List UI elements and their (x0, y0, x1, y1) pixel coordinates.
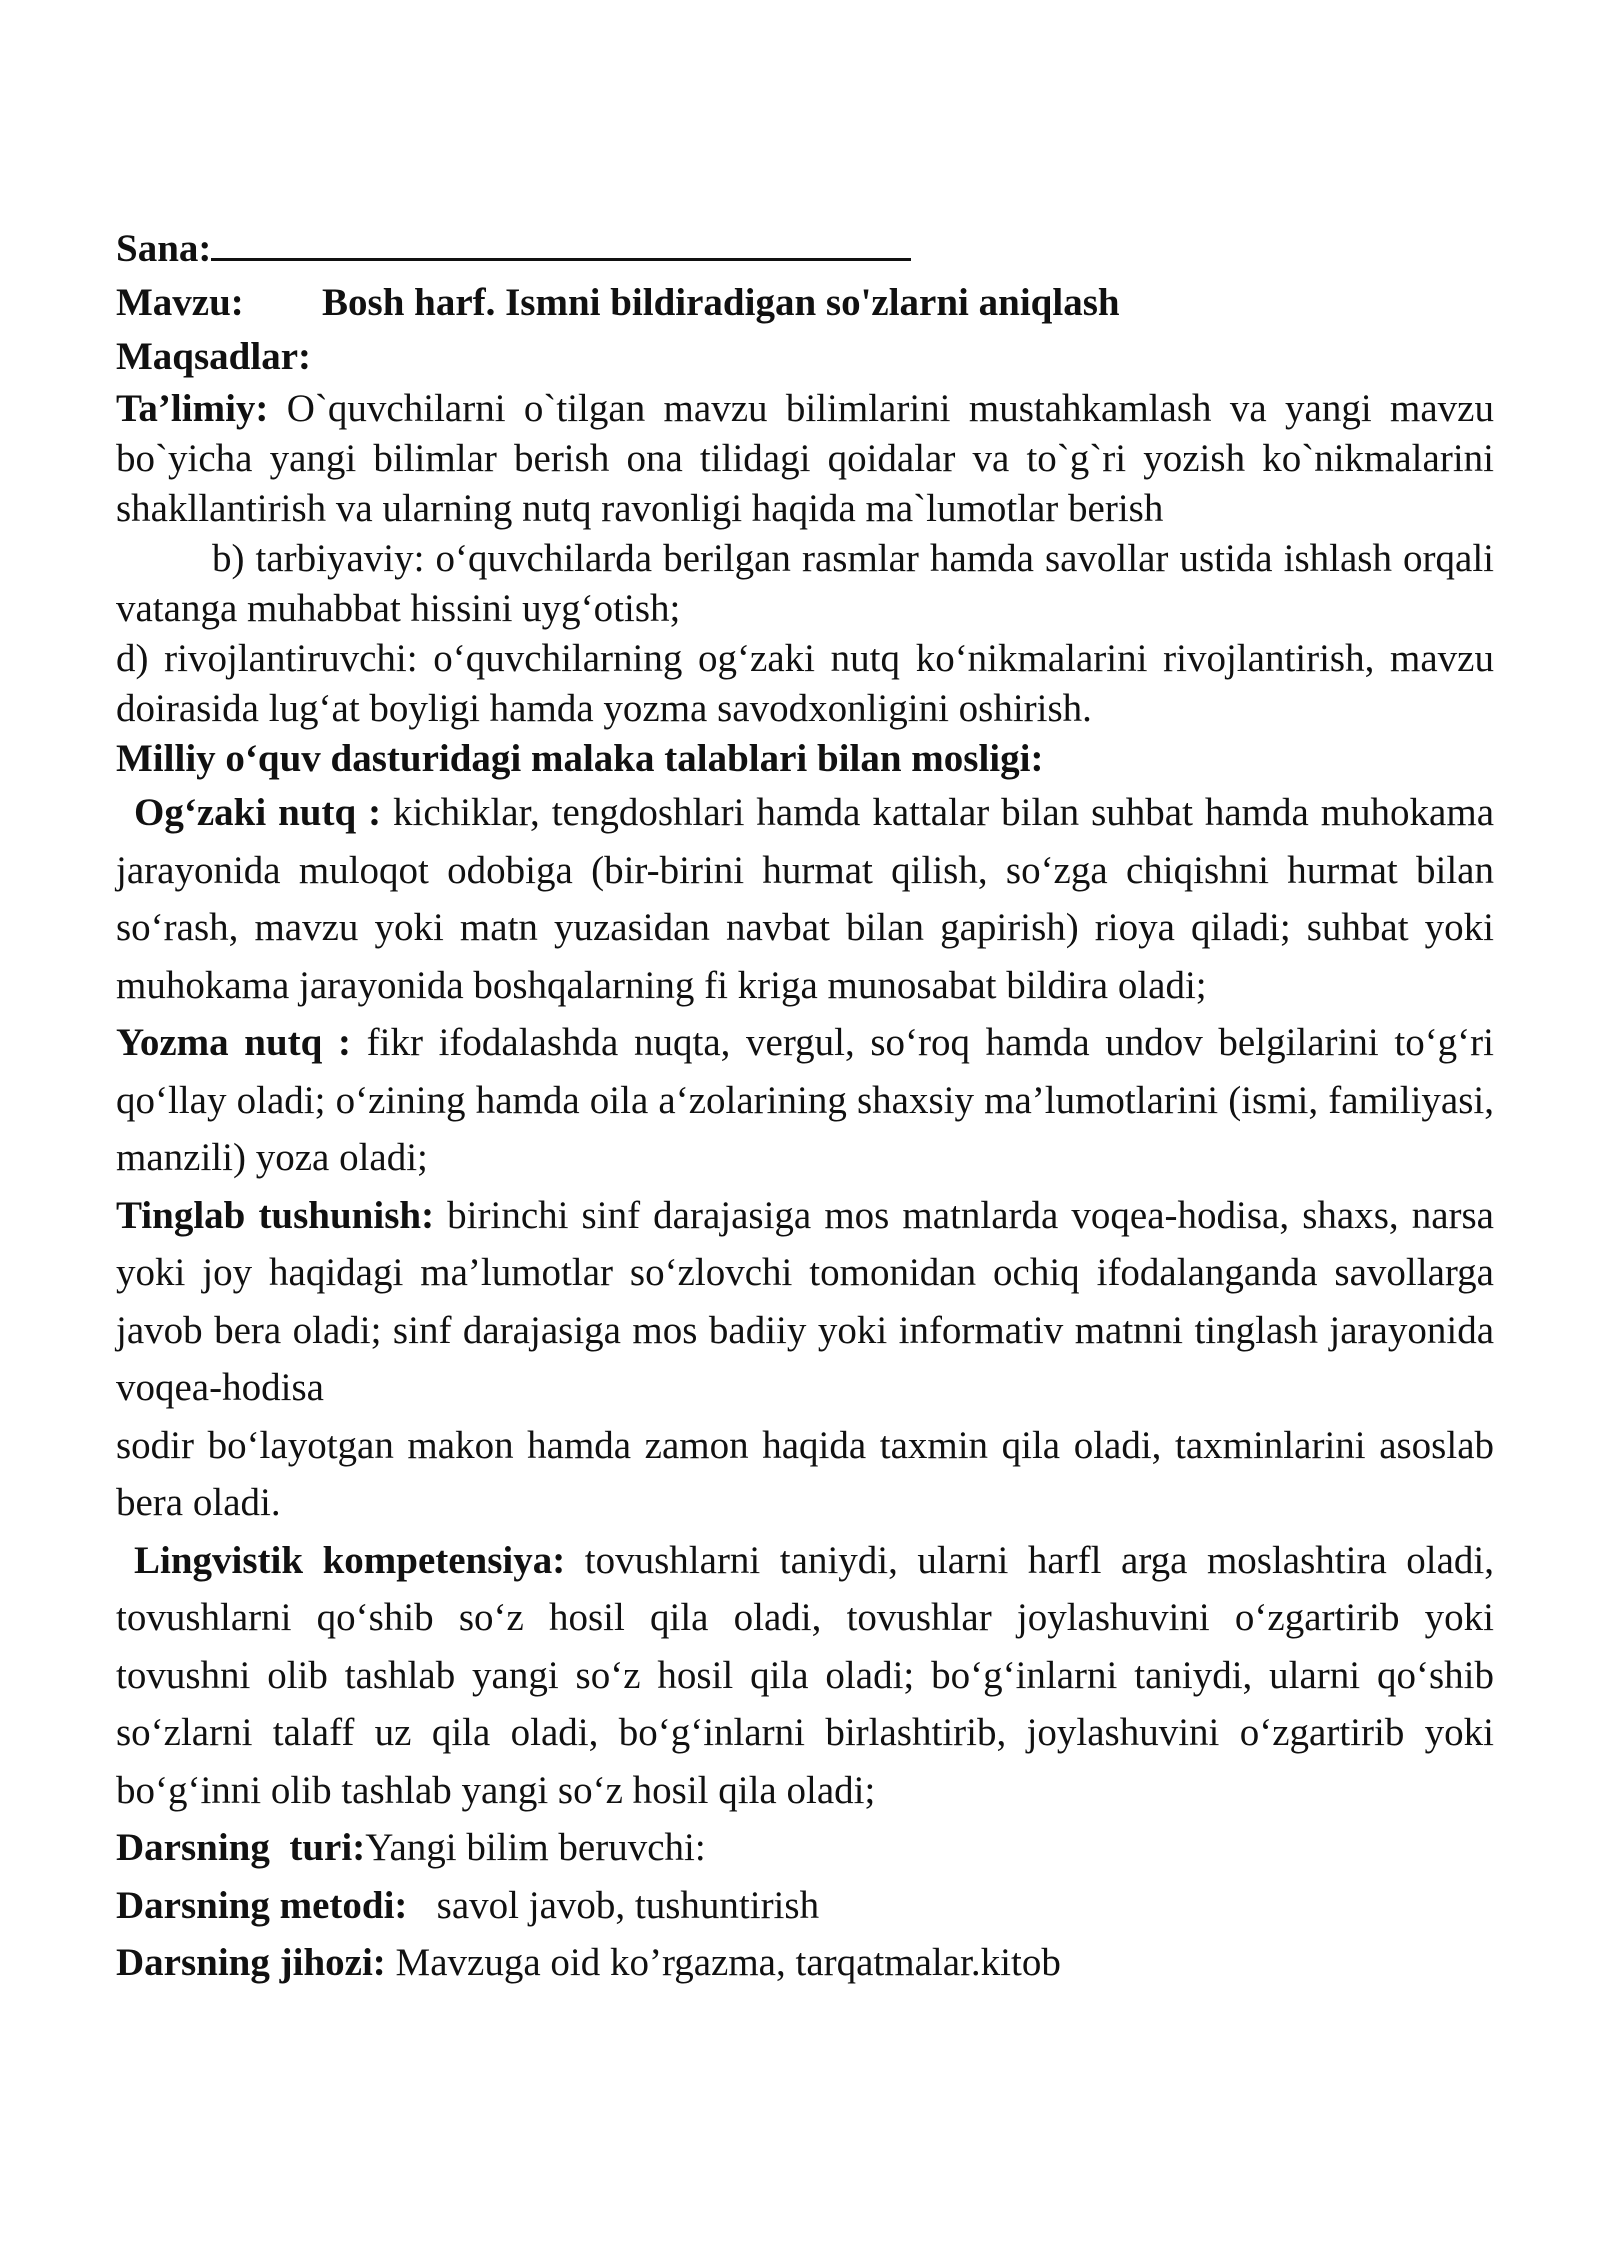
darsning-turi-label: Darsning turi: (116, 1826, 366, 1869)
tinglab-text-2: sodir bo‘layotgan makon hamda zamon haqida taxmin qila oladi, taxminlarini asoslab bera oladi. (116, 1423, 1494, 1524)
milliy-heading (116, 734, 1494, 784)
tarbiyaviy-text: b) tarbiyaviy: o‘quvchilarda berilgan rasmlar hamda savollar ustida ishlash orqali vatanga muhabbat hissini uyg‘otish; (116, 537, 1494, 630)
tinglab-label: Tinglab tushunish: (116, 1193, 435, 1237)
darsning-metodi-label: Darsning metodi: (116, 1883, 408, 1927)
sana-label: Sana: (116, 227, 212, 270)
lesson-plan-page (116, 222, 1494, 1992)
ogzaki-text: kichiklar, tengdoshlari hamda kattalar bilan suhbat hamda muhokama jarayonida muloqot odobiga (bir-birini hurmat qilish, so‘zga chiqishni hurmat bilan so‘rash, mavzu yoki matn yuzasidan navbat bilan gapirish) rioya qiladi; suhbat yoki muhokama jarayonida boshqalarning fi kriga munosabat bildira oladi; (116, 791, 1494, 1007)
darsning-jihozi-label: Darsning jihozi: (116, 1941, 386, 1984)
talimiy-text: O`quvchilarni o`tilgan mavzu bilimlarini mustahkamlash va yangi mavzu bo`yicha yangi bilimlar berish ona tilidagi qoidalar va to`g`ri yozish ko`nikmalarini shakllantirish va ularning nutq ravonligi haqida ma`lumotlar berish (116, 387, 1494, 530)
tinglab-paragraph-continued (116, 1417, 1494, 1532)
sana-line (116, 222, 1494, 276)
tinglab-paragraph (116, 1187, 1494, 1417)
milliy-heading-text: Milliy o‘quv dasturidagi malaka talablari bilan mosligi: (116, 737, 1044, 780)
darsning-turi-value: Yangi bilim beruvchi: (365, 1826, 706, 1869)
darsning-jihozi-line (116, 1934, 1494, 1992)
talimiy-label: Ta’limiy: (116, 387, 269, 430)
rivojlantiruvchi-paragraph (116, 634, 1494, 734)
yozma-label: Yozma nutq : (116, 1021, 351, 1064)
lingvistik-paragraph (116, 1532, 1494, 1820)
ogzaki-label: Og‘zaki nutq : (134, 791, 382, 834)
darsning-turi-line (116, 1819, 1494, 1877)
yozma-paragraph (116, 1014, 1494, 1187)
sana-blank (211, 228, 911, 261)
maqsadlar-heading (116, 330, 1494, 384)
talimiy-paragraph (116, 384, 1494, 534)
yozma-text: fikr ifodalashda nuqta, vergul, so‘roq hamda undov belgilarini to‘g‘ri qo‘llay oladi; o‘zining hamda oila a‘zolarining shaxsiy ma’lumotlarini (ismi, familiyasi, manzili) yoza oladi; (116, 1021, 1494, 1179)
maqsadlar-label: Maqsadlar: (116, 335, 311, 378)
darsning-metodi-line (116, 1877, 1494, 1935)
ogzaki-paragraph (116, 784, 1494, 1014)
mavzu-value: Bosh harf. Ismni bildiradigan so'zlarni aniqlash (322, 281, 1120, 324)
darsning-jihozi-value: Mavzuga oid ko’rgazma, tarqatmalar.kitob (385, 1941, 1061, 1984)
darsning-metodi-value: savol javob, tushuntirish (407, 1883, 820, 1927)
tarbiyaviy-paragraph (116, 534, 1494, 634)
lingvistik-text: tovushlarni taniydi, ularni harfl arga moslashtira oladi, tovushlarni qo‘shib so‘z hosil qila oladi, tovushlar joylashuvini o‘zgartirib yoki tovushni olib tashlab yangi so‘z hosil qila oladi; bo‘g‘inlarni taniydi, ularni qo‘shib so‘zlarni talaff uz qila oladi, bo‘g‘inlarni birlashtirib, joylashuvini o‘zgartirib yoki bo‘g‘inni olib tashlab yangi so‘z hosil qila oladi; (116, 1538, 1495, 1812)
mavzu-line (116, 276, 1494, 330)
tinglab-text: birinchi sinf darajasiga mos matnlarda voqea-hodisa, shaxs, narsa yoki joy haqidagi ma’lumotlar so‘zlovchi tomonidan ochiq ifodalanganda savollarga javob bera oladi; sinf darajasiga mos badiiy yoki informativ matnni tinglash jarayonida voqea-hodisa (116, 1193, 1494, 1409)
lingvistik-label: Lingvistik kompetensiya: (134, 1538, 566, 1582)
mavzu-label: Mavzu: (116, 281, 244, 324)
rivojlantiruvchi-text: d) rivojlantiruvchi: o‘quvchilarning og‘zaki nutq ko‘nikmalarini rivojlantirish, mavzu doirasida lug‘at boyligi hamda yozma savodxonligini oshirish. (116, 637, 1494, 730)
